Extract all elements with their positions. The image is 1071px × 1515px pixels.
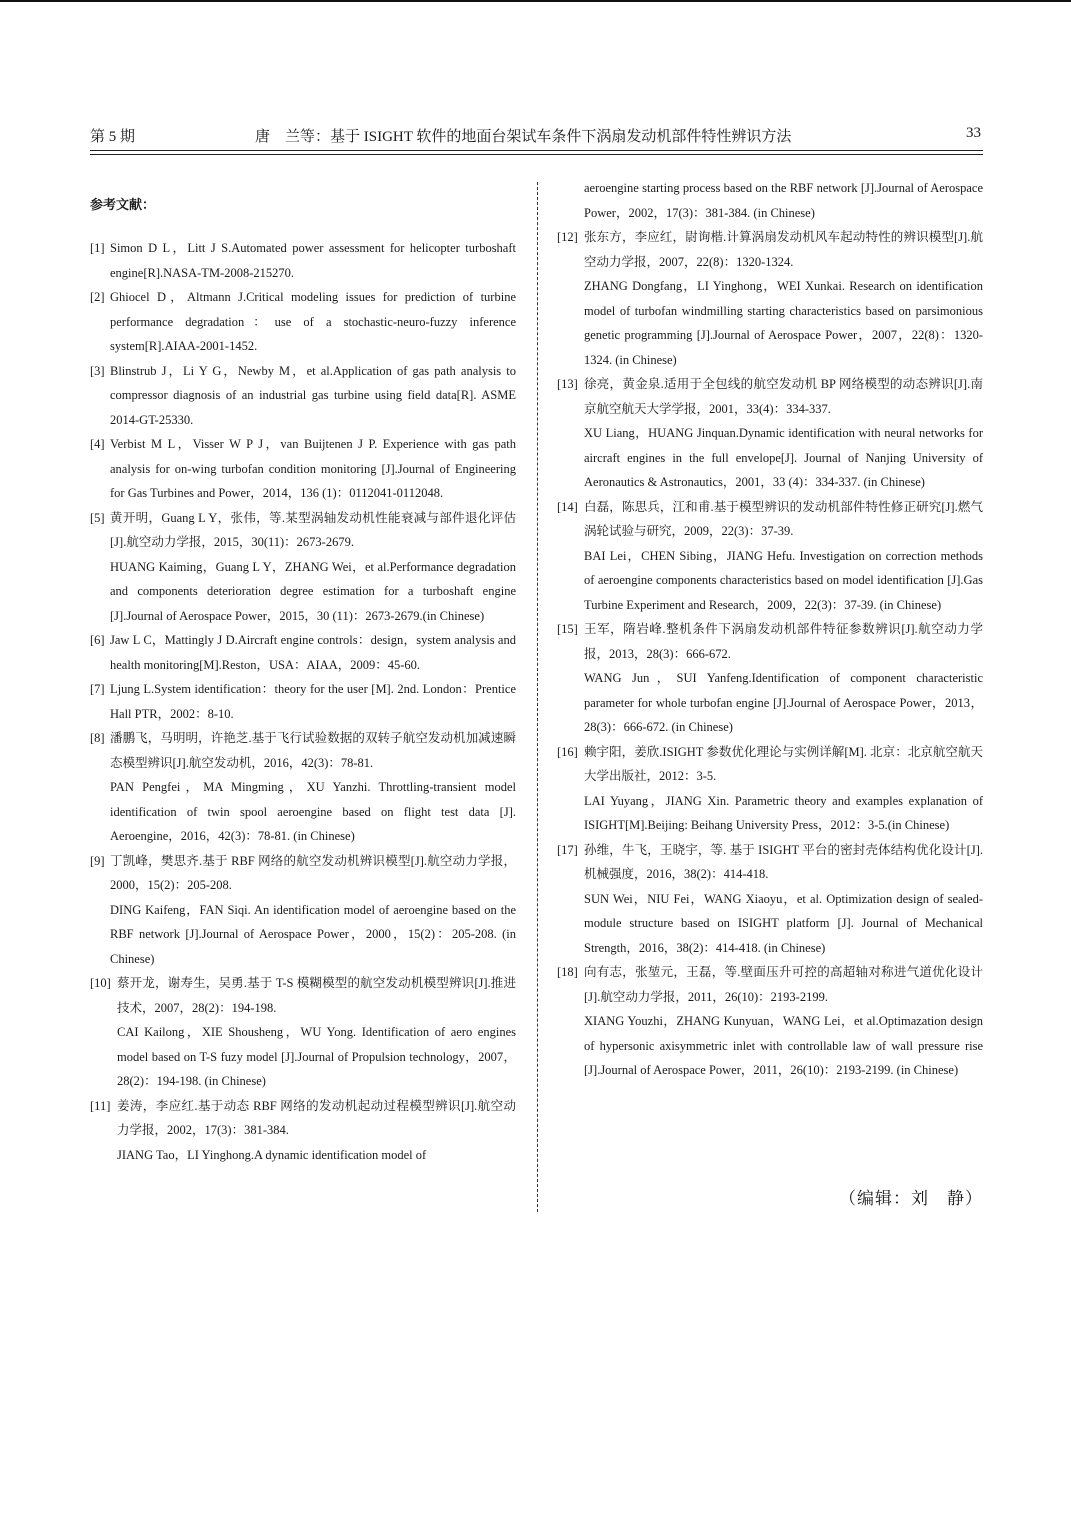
reference-translation: CAI Kailong，XIE Shousheng，WU Yong. Identification of aero engines model based on T-S fuzy model [J].Journal of Propulsion technology，2007，28(2)：194-198. (in Chinese)	[117, 1025, 516, 1088]
reference-text: Verbist M L，Visser W P J，van Buijtenen J P. Experience with gas path analysis for on-wing turbofan condition monitoring [J].Journal of Engineering for Gas Turbines and Power，2014，136 (1)：0112041-0112048.	[110, 437, 516, 500]
reference-body	[557, 960, 983, 1083]
reference-number: [12]	[557, 230, 578, 244]
column-divider	[537, 182, 538, 1212]
references-heading: 参考文献：	[90, 197, 156, 212]
reference-number: [18]	[557, 965, 578, 979]
reference-item	[90, 1094, 516, 1168]
reference-translation: JIANG Tao，LI Yinghong.A dynamic identification model of	[117, 1147, 427, 1162]
reference-item	[557, 495, 983, 618]
reference-translation: DING Kaifeng，FAN Siqi. An identification model of aeroengine based on the RBF network [J].Journal of Aerospace Power，2000，15(2)：205-208. (in Chinese)	[110, 902, 516, 966]
reference-translation: XU Liang，HUANG Jinquan.Dynamic identification with neural networks for aircraft engines in the full envelope[J]. Journal of Nanjing University of Aeronautics & Astronautics，2001，33 (4)：334-337. (in Chinese)	[584, 426, 983, 489]
reference-item	[90, 628, 516, 677]
reference-item	[557, 176, 983, 225]
reference-item	[90, 849, 516, 972]
reference-number: [8]	[90, 731, 105, 745]
reference-body	[557, 225, 983, 372]
reference-item	[90, 285, 516, 359]
reference-item	[90, 726, 516, 849]
reference-text: 孙维，牛飞，王晓宇，等. 基于 ISIGHT 平台的密封壳体结构优化设计[J].机械强度，2016，38(2)：414-418.	[584, 842, 983, 881]
page-number: 33	[966, 125, 981, 141]
reference-number: [4]	[90, 437, 105, 451]
reference-number: [1]	[90, 241, 105, 255]
issue-number: 第 5 期	[90, 129, 136, 145]
reference-body	[90, 236, 516, 285]
reference-item	[557, 960, 983, 1083]
reference-body	[90, 971, 516, 1094]
reference-number: [6]	[90, 633, 105, 647]
reference-number: [2]	[90, 290, 105, 304]
reference-number: [5]	[90, 510, 105, 525]
reference-item	[557, 372, 983, 495]
reference-text: 向有志，张堃元，王磊，等.壁面压升可控的高超轴对称进气道优化设计[J].航空动力学报，2011，26(10)：2193-2199.	[584, 965, 983, 1004]
reference-body	[557, 495, 983, 618]
reference-text: Jaw L C，Mattingly J D.Aircraft engine controls：design，system analysis and health monitoring[M].Reston，USA：AIAA，2009：45-60.	[110, 633, 516, 672]
reference-text: 王军，隋岩峰.整机条件下涡扇发动机部件特征参数辨识[J].航空动力学报，2013，28(3)：666-672.	[584, 622, 983, 661]
reference-column-right	[557, 176, 983, 1083]
reference-item	[90, 236, 516, 285]
reference-item	[557, 838, 983, 961]
reference-translation: BAI Lei，CHEN Sibing，JIANG Hefu. Investigation on correction methods of aeroengine components characteristics based on model identification [J].Gas Turbine Experiment and Research，2009，22(3)：37-39. (in Chinese)	[584, 548, 983, 612]
reference-body	[557, 372, 983, 495]
reference-text: Simon D L，Litt J S.Automated power assessment for helicopter turboshaft engine[R].NASA-TM-2008-215270.	[110, 241, 516, 280]
reference-text: Blinstrub J，Li Y G，Newby M，et al.Application of gas path analysis to compressor diagnosis of an industrial gas turbine using field data[R]. ASME 2014-GT-25330.	[110, 363, 516, 427]
reference-item	[90, 677, 516, 726]
reference-item	[90, 359, 516, 433]
reference-item	[90, 971, 516, 1094]
reference-list-left	[90, 236, 516, 1167]
reference-item	[90, 432, 516, 506]
reference-number: [7]	[90, 682, 105, 696]
reference-item	[90, 506, 516, 629]
reference-translation: SUN Wei，NIU Fei，WANG Xiaoyu，et al. Optimization design of sealed-module structure based on ISIGHT platform [J]. Journal of Mechanical Strength，2016，38(2)：414-418. (in Chinese)	[584, 891, 983, 955]
reference-translation: LAI Yuyang，JIANG Xin. Parametric theory and examples explanation of ISIGHT[M].Beijing: Beihang University Press，2012：3-5.(in Chinese)	[584, 793, 983, 832]
reference-text: 黄开明，Guang L Y，张伟，等.某型涡轴发动机性能衰减与部件退化评估[J].航空动力学报，2015，30(11)：2673-2679.	[110, 510, 516, 549]
header-rule-bottom	[90, 154, 983, 155]
reference-text: 赖宇阳，姜欣.ISIGHT 参数优化理论与实例详解[M]. 北京：北京航空航天大学出版社，2012：3-5.	[584, 744, 983, 783]
reference-number: [10]	[90, 976, 111, 990]
reference-number: [11]	[90, 1098, 111, 1113]
reference-item	[557, 617, 983, 740]
header-rule-top	[90, 150, 983, 151]
reference-text: 姜涛，李应红.基于动态 RBF 网络的发动机起动过程模型辨识[J].航空动力学报，2002，17(3)：381-384.	[117, 1098, 516, 1137]
reference-text: 蔡开龙，谢寿生，吴勇.基于 T-S 模糊模型的航空发动机模型辨识[J].推进技术，2007，28(2)：194-198.	[117, 976, 516, 1015]
reference-body	[557, 617, 983, 740]
reference-body	[90, 432, 516, 506]
reference-list-right	[557, 176, 983, 1083]
reference-number: [3]	[90, 363, 105, 378]
running-title: 唐 兰等：基于 ISIGHT 软件的地面台架试车条件下涡扇发动机部件特性辨识方法	[255, 129, 792, 145]
reference-text: 张东方，李应红，尉询楷.计算涡扇发动机风车起动特性的辨识模型[J].航空动力学报，2007，22(8)：1320-1324.	[584, 230, 983, 269]
reference-translation: PAN Pengfei，MA Mingming，XU Yanzhi. Throttling-transient model identification of twin spool aeroengine based on flight test data [J]. Aeroengine，2016，42(3)：78-81. (in Chinese)	[110, 780, 516, 843]
reference-number: [14]	[557, 499, 578, 514]
reference-text: 白磊，陈思兵，江和甫.基于模型辨识的发动机部件特性修正研究[J].燃气涡轮试验与研究，2009，22(3)：37-39.	[584, 499, 983, 538]
reference-text: 丁凯峰，樊思齐.基于 RBF 网络的航空发动机辨识模型[J].航空动力学报，2000，15(2)：205-208.	[110, 853, 516, 892]
reference-text: aeroengine starting process based on the RBF network [J].Journal of Aerospace Power，2002，17(3)：381-384. (in Chinese)	[584, 181, 983, 220]
reference-body	[557, 838, 983, 961]
reference-text: Ghiocel D，Altmann J.Critical modeling issues for prediction of turbine performance degradation：use of a stochastic-neuro-fuzzy inference system[R].AIAA-2001-1452.	[110, 290, 516, 353]
reference-body	[557, 740, 983, 838]
reference-translation: WANG Jun，SUI Yanfeng.Identification of component characteristic parameter for whole turbofan engine [J].Journal of Aerospace Power，2013，28(3)：666-672. (in Chinese)	[584, 671, 983, 734]
reference-body	[90, 849, 516, 972]
reference-body	[90, 506, 516, 629]
reference-number: [13]	[557, 377, 578, 391]
reference-translation: ZHANG Dongfang，LI Yinghong，WEI Xunkai. Research on identification model of turbofan windmilling starting characteristics based on parsimonious genetic programming [J].Journal of Aerospace Power，2007，22(8)：1320-1324. (in Chinese)	[584, 279, 983, 367]
reference-body	[90, 1094, 516, 1168]
reference-translation: XIANG Youzhi，ZHANG Kunyuan，WANG Lei，et al.Optimazation design of hypersonic axisymmetric inlet with controllable law of wall pressure rise [J].Journal of Aerospace Power，2011，26(10)：2193-2199. (in Chinese)	[584, 1014, 983, 1077]
reference-body	[557, 176, 983, 225]
reference-body	[90, 359, 516, 433]
reference-number: [15]	[557, 622, 578, 636]
reference-text: 潘鹏飞，马明明，许艳芝.基于飞行试验数据的双转子航空发动机加减速瞬态模型辨识[J].航空发动机，2016，42(3)：78-81.	[110, 731, 516, 770]
reference-number: [16]	[557, 744, 578, 759]
editor-credit: （编辑：刘 静）	[839, 1189, 983, 1208]
reference-text: Ljung L.System identification：theory for the user [M]. 2nd. London：Prentice Hall PTR，2002：8-10.	[110, 682, 516, 721]
reference-body	[90, 677, 516, 726]
reference-body	[90, 285, 516, 359]
reference-column-left	[90, 192, 516, 1167]
reference-item	[557, 225, 983, 372]
top-border	[0, 0, 1071, 2]
reference-body	[90, 628, 516, 677]
reference-text: 徐亮，黄金泉.适用于全包线的航空发动机 BP 网络模型的动态辨识[J].南京航空航天大学学报，2001，33(4)：334-337.	[584, 377, 983, 416]
reference-translation: HUANG Kaiming，Guang L Y，ZHANG Wei，et al.Performance degradation and components deterioration degree estimation for a turboshaft engine [J].Journal of Aerospace Power，2015，30 (11)：2673-2679.(in Chinese)	[110, 559, 516, 623]
running-header	[90, 125, 983, 147]
reference-item	[557, 740, 983, 838]
reference-number: [17]	[557, 842, 578, 857]
reference-body	[90, 726, 516, 849]
reference-number: [9]	[90, 853, 105, 868]
